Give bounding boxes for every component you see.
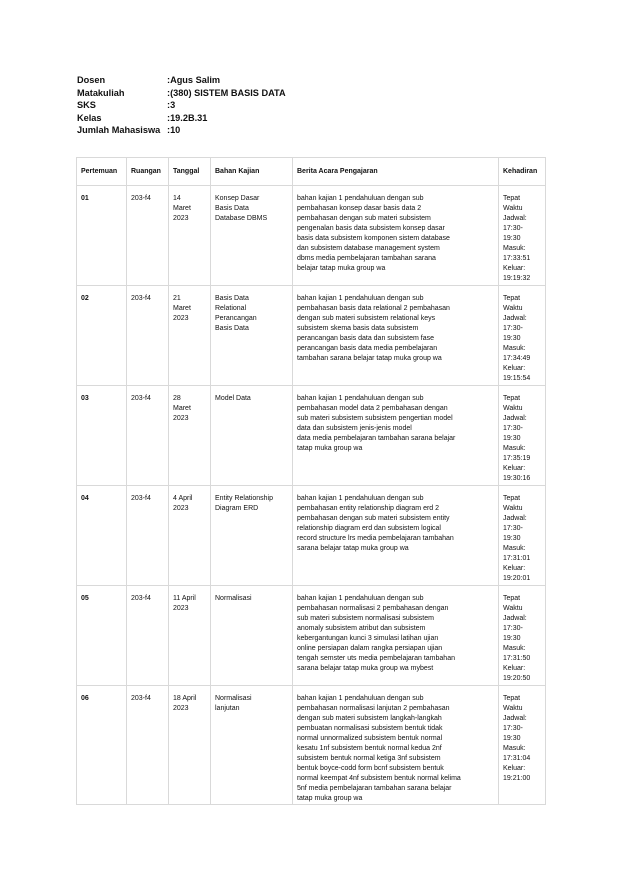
cell-kehadiran-line: 19:30	[503, 635, 521, 642]
cell-bahan-kajian-line: Perancangan	[215, 315, 257, 322]
cell-berita-acara-line: sarana belajar tatap muka group wa mybest	[297, 665, 434, 672]
cell-kehadiran-line: Masuk:	[503, 345, 526, 352]
cell-berita-acara-line: pembahasan basis data relational 2 pembahasan	[297, 305, 450, 312]
cell-bahan-kajian	[211, 686, 293, 805]
info-row-sks	[77, 99, 286, 112]
cell-bahan-kajian-line: Diagram ERD	[215, 505, 259, 512]
table-row	[77, 286, 546, 386]
cell-berita-acara	[293, 586, 499, 686]
cell-tanggal-line: Maret	[173, 205, 191, 212]
cell-ruangan: 203-f4	[127, 486, 169, 586]
cell-tanggal-line: 21	[173, 295, 181, 302]
cell-tanggal	[169, 186, 211, 286]
table-row	[77, 186, 546, 286]
cell-berita-acara-line: dengan sub materi subsistem relational keys	[297, 315, 436, 322]
cell-bahan-kajian-line: Entity Relationship	[215, 495, 273, 502]
cell-tanggal-line: 2023	[173, 705, 189, 712]
cell-berita-acara-line: pembahasan konsep dasar basis data 2	[297, 205, 422, 212]
cell-berita-acara	[293, 386, 499, 486]
cell-kehadiran-line: 17:30-	[503, 725, 523, 732]
info-label: SKS	[77, 100, 96, 110]
cell-kehadiran-line: Masuk:	[503, 745, 526, 752]
cell-kehadiran-line: 19:19:32	[503, 275, 531, 282]
cell-berita-acara-line: bentuk boyce-codd form bcnf subsistem bentuk	[297, 765, 444, 772]
header-pertemuan: Pertemuan	[77, 158, 127, 186]
cell-berita-acara-line: tatap muka group wa	[297, 795, 363, 802]
info-colon: :	[167, 112, 171, 123]
cell-tanggal-line: 2023	[173, 505, 189, 512]
cell-tanggal	[169, 586, 211, 686]
cell-kehadiran-line: Tepat	[503, 395, 521, 402]
cell-tanggal-line: Maret	[173, 405, 191, 412]
cell-berita-acara	[293, 186, 499, 286]
cell-tanggal	[169, 686, 211, 805]
cell-kehadiran-line: Keluar:	[503, 365, 526, 372]
cell-berita-acara-line: basis data subsistem komponen sistem database	[297, 235, 450, 242]
cell-kehadiran-line: 19:30	[503, 735, 521, 742]
info-value: 19.2B.31	[170, 112, 208, 123]
cell-kehadiran-line: 19:15:54	[503, 375, 531, 382]
cell-ruangan: 203-f4	[127, 586, 169, 686]
cell-berita-acara-line: data media pembelajaran tambahan sarana belajar	[297, 435, 456, 442]
table-header-row	[77, 158, 546, 186]
cell-pertemuan: 03	[77, 386, 127, 486]
cell-kehadiran-line: Tepat	[503, 295, 521, 302]
cell-berita-acara-line: pembahasan entity relationship diagram erd 2	[297, 505, 440, 512]
cell-tanggal-line: 2023	[173, 215, 189, 222]
cell-berita-acara-line: dan subsistem database management system	[297, 245, 440, 252]
cell-berita-acara-line: pembahasan normalisasi 2 pembahasan dengan	[297, 605, 449, 612]
cell-kehadiran-line: Masuk:	[503, 245, 526, 252]
cell-tanggal	[169, 386, 211, 486]
cell-berita-acara-line: pembuatan normalisasi subsistem bentuk tidak	[297, 725, 443, 732]
cell-bahan-kajian	[211, 486, 293, 586]
cell-kehadiran-line: 19:30	[503, 535, 521, 542]
cell-berita-acara-line: relationship diagram erd dan subsistem logical	[297, 525, 441, 532]
cell-berita-acara-line: dbms media pembelajaran tambahan sarana	[297, 255, 436, 262]
cell-kehadiran	[499, 686, 546, 805]
cell-kehadiran-line: Tepat	[503, 695, 521, 702]
cell-berita-acara-line: bahan kajian 1 pendahuluan dengan sub	[297, 695, 424, 702]
cell-berita-acara-line: pembahasan dengan sub materi subsistem entity	[297, 515, 450, 522]
cell-bahan-kajian-line: Konsep Dasar	[215, 195, 260, 202]
cell-kehadiran-line: Masuk:	[503, 645, 526, 652]
cell-berita-acara-line: kesatu 1nf subsistem bentuk normal kedua 2nf	[297, 745, 442, 752]
cell-berita-acara-line: normal unnormalized subsistem bentuk normal	[297, 735, 443, 742]
info-value: Agus Salim	[170, 75, 221, 85]
cell-kehadiran-line: Waktu	[503, 605, 523, 612]
cell-tanggal-line: 2023	[173, 605, 189, 612]
header-ruangan: Ruangan	[127, 158, 169, 186]
cell-tanggal-line: 11 April	[173, 595, 196, 602]
cell-berita-acara-line: perancangan basis data dan subsistem fase	[297, 335, 434, 342]
cell-berita-acara-line: subsistem skema basis data subsistem	[297, 325, 419, 332]
cell-berita-acara-line: tatap muka group wa	[297, 445, 363, 452]
course-info	[77, 74, 286, 137]
cell-pertemuan: 02	[77, 286, 127, 386]
cell-bahan-kajian-line: Normalisasi	[215, 695, 252, 702]
cell-bahan-kajian-line: Normalisasi	[215, 595, 252, 602]
cell-kehadiran-line: Jadwal:	[503, 315, 527, 322]
info-row-kelas	[77, 112, 286, 125]
cell-kehadiran-line: Keluar:	[503, 765, 526, 772]
table-row	[77, 586, 546, 686]
cell-kehadiran	[499, 186, 546, 286]
cell-berita-acara-line: bahan kajian 1 pendahuluan dengan sub	[297, 595, 424, 602]
cell-berita-acara-line: bahan kajian 1 pendahuluan dengan sub	[297, 195, 424, 202]
cell-bahan-kajian-line: Database DBMS	[215, 215, 268, 222]
cell-berita-acara-line: bahan kajian 1 pendahuluan dengan sub	[297, 495, 424, 502]
cell-bahan-kajian-line: lanjutan	[215, 705, 240, 712]
cell-kehadiran-line: 17:30-	[503, 225, 523, 232]
cell-kehadiran-line: Jadwal:	[503, 615, 527, 622]
cell-berita-acara-line: pengenalan basis data subsistem konsep dasar	[297, 225, 445, 232]
cell-berita-acara-line: pembahasan model data 2 pembahasan dengan	[297, 405, 448, 412]
cell-berita-acara-line: bahan kajian 1 pendahuluan dengan sub	[297, 295, 424, 302]
cell-berita-acara-line: pembahasan dengan sub materi subsistem	[297, 215, 431, 222]
cell-berita-acara-line: online persiapan dalam rangka persiapan ujian	[297, 645, 443, 652]
cell-kehadiran-line: 17:35:19	[503, 455, 531, 462]
cell-kehadiran-line: 17:30-	[503, 625, 523, 632]
info-row-jumlah-mahasiswa	[77, 124, 286, 137]
cell-kehadiran-line: Jadwal:	[503, 215, 527, 222]
cell-berita-acara-line: tengah semster uts media pembelajaran tambahan	[297, 655, 455, 662]
cell-tanggal-line: 28	[173, 395, 181, 402]
cell-ruangan: 203-f4	[127, 186, 169, 286]
cell-kehadiran-line: 19:20:50	[503, 675, 531, 682]
cell-kehadiran	[499, 386, 546, 486]
cell-kehadiran-line: 19:20:01	[503, 575, 531, 582]
info-colon: :	[167, 75, 171, 85]
table-row	[77, 686, 546, 805]
table-row	[77, 386, 546, 486]
cell-tanggal-line: 14	[173, 195, 181, 202]
cell-bahan-kajian	[211, 586, 293, 686]
cell-tanggal	[169, 486, 211, 586]
info-label: Matakuliah	[77, 87, 125, 98]
info-row-dosen	[77, 74, 286, 87]
cell-berita-acara-line: dengan sub materi subsistem langkah-langkah	[297, 715, 442, 722]
cell-pertemuan: 04	[77, 486, 127, 586]
cell-kehadiran-line: 19:30:16	[503, 475, 531, 482]
cell-kehadiran-line: 17:31:04	[503, 755, 531, 762]
teaching-log-table	[76, 157, 546, 805]
cell-kehadiran-line: Keluar:	[503, 265, 526, 272]
cell-kehadiran	[499, 486, 546, 586]
cell-bahan-kajian-line: Model Data	[215, 395, 251, 402]
cell-kehadiran-line: Keluar:	[503, 565, 526, 572]
cell-kehadiran-line: Waktu	[503, 505, 523, 512]
cell-kehadiran-line: 19:21:00	[503, 775, 531, 782]
cell-bahan-kajian-line: Basis Data	[215, 295, 249, 302]
cell-berita-acara-line: sub materi subsistem subsistem pengertian model	[297, 415, 453, 422]
cell-kehadiran-line: 19:30	[503, 335, 521, 342]
info-label: Jumlah Mahasiswa	[77, 125, 161, 135]
cell-berita-acara	[293, 286, 499, 386]
cell-tanggal-line: 4 April	[173, 495, 193, 502]
cell-tanggal	[169, 286, 211, 386]
cell-kehadiran-line: Jadwal:	[503, 515, 527, 522]
cell-kehadiran-line: Waktu	[503, 305, 523, 312]
cell-bahan-kajian-line: Basis Data	[215, 325, 249, 332]
cell-berita-acara	[293, 486, 499, 586]
cell-berita-acara-line: belajar tatap muka group wa	[297, 265, 386, 272]
header-kehadiran: Kehadiran	[499, 158, 546, 186]
cell-berita-acara-line: pembahasan normalisasi lanjutan 2 pembahasan	[297, 705, 450, 712]
cell-berita-acara-line: bahan kajian 1 pendahuluan dengan sub	[297, 395, 424, 402]
cell-kehadiran-line: Masuk:	[503, 545, 526, 552]
cell-kehadiran-line: 17:31:01	[503, 555, 531, 562]
cell-kehadiran-line: 17:34:49	[503, 355, 531, 362]
info-value: (380) SISTEM BASIS DATA	[170, 87, 286, 98]
header-berita-acara: Berita Acara Pengajaran	[293, 158, 499, 186]
cell-pertemuan: 05	[77, 586, 127, 686]
info-value: 3	[170, 100, 176, 110]
cell-berita-acara-line: anomaly subsistem atribut dan subsistem	[297, 625, 426, 632]
info-value: 10	[170, 125, 181, 135]
cell-bahan-kajian	[211, 186, 293, 286]
cell-kehadiran-line: Waktu	[503, 705, 523, 712]
cell-tanggal-line: 18 April	[173, 695, 197, 702]
cell-pertemuan: 06	[77, 686, 127, 805]
cell-kehadiran-line: Waktu	[503, 405, 523, 412]
header-bahan-kajian: Bahan Kajian	[211, 158, 293, 186]
cell-kehadiran-line: Masuk:	[503, 445, 526, 452]
cell-kehadiran-line: 19:30	[503, 235, 521, 242]
cell-berita-acara-line: sarana belajar tatap muka group wa	[297, 545, 409, 552]
cell-berita-acara-line: data dan subsistem jenis-jenis model	[297, 425, 412, 432]
info-colon: :	[167, 125, 171, 135]
cell-berita-acara-line: sub materi subsistem normalisasi subsistem	[297, 615, 434, 622]
info-label: Kelas	[77, 112, 102, 123]
cell-kehadiran-line: 17:31:50	[503, 655, 531, 662]
table-body	[77, 186, 546, 805]
cell-kehadiran-line: 17:30-	[503, 425, 523, 432]
cell-kehadiran-line: Keluar:	[503, 665, 526, 672]
cell-kehadiran-line: Jadwal:	[503, 415, 527, 422]
cell-kehadiran-line: Keluar:	[503, 465, 526, 472]
cell-kehadiran-line: Tepat	[503, 195, 521, 202]
cell-kehadiran-line: Waktu	[503, 205, 523, 212]
cell-ruangan: 203-f4	[127, 286, 169, 386]
cell-ruangan: 203-f4	[127, 386, 169, 486]
cell-kehadiran-line: 17:30-	[503, 525, 523, 532]
cell-tanggal-line: 2023	[173, 415, 189, 422]
cell-kehadiran-line: Jadwal:	[503, 715, 527, 722]
cell-kehadiran-line: Tepat	[503, 595, 521, 602]
cell-berita-acara-line: kebergantungan kunci 3 simulasi latihan ujian	[297, 635, 439, 642]
cell-berita-acara-line: 5nf media pembelajaran tambahan sarana belajar	[297, 785, 452, 792]
cell-bahan-kajian	[211, 386, 293, 486]
cell-kehadiran	[499, 286, 546, 386]
cell-berita-acara	[293, 686, 499, 805]
cell-berita-acara-line: tambahan sarana belajar tatap muka group wa	[297, 355, 442, 362]
cell-berita-acara-line: perancangan basis data media pembelajaran	[297, 345, 438, 352]
cell-kehadiran-line: Tepat	[503, 495, 521, 502]
cell-pertemuan: 01	[77, 186, 127, 286]
cell-berita-acara-line: record structure lrs media pembelajaran tambahan	[297, 535, 454, 542]
cell-kehadiran-line: 19:30	[503, 435, 521, 442]
cell-ruangan: 203-f4	[127, 686, 169, 805]
info-label: Dosen	[77, 75, 106, 85]
cell-kehadiran-line: 17:30-	[503, 325, 523, 332]
cell-kehadiran-line: 17:33:51	[503, 255, 531, 262]
cell-berita-acara-line: subsistem bentuk normal ketiga 3nf subsistem	[297, 755, 441, 762]
cell-berita-acara-line: normal keempat 4nf subsistem bentuk normal kelima	[297, 775, 461, 782]
cell-tanggal-line: 2023	[173, 315, 189, 322]
table-row	[77, 486, 546, 586]
cell-bahan-kajian-line: Basis Data	[215, 205, 249, 212]
info-colon: :	[167, 87, 171, 98]
info-row-matakuliah	[77, 87, 286, 100]
cell-kehadiran	[499, 586, 546, 686]
cell-tanggal-line: Maret	[173, 305, 191, 312]
cell-bahan-kajian	[211, 286, 293, 386]
cell-bahan-kajian-line: Relational	[215, 305, 247, 312]
info-colon: :	[167, 100, 171, 110]
header-tanggal: Tanggal	[169, 158, 211, 186]
